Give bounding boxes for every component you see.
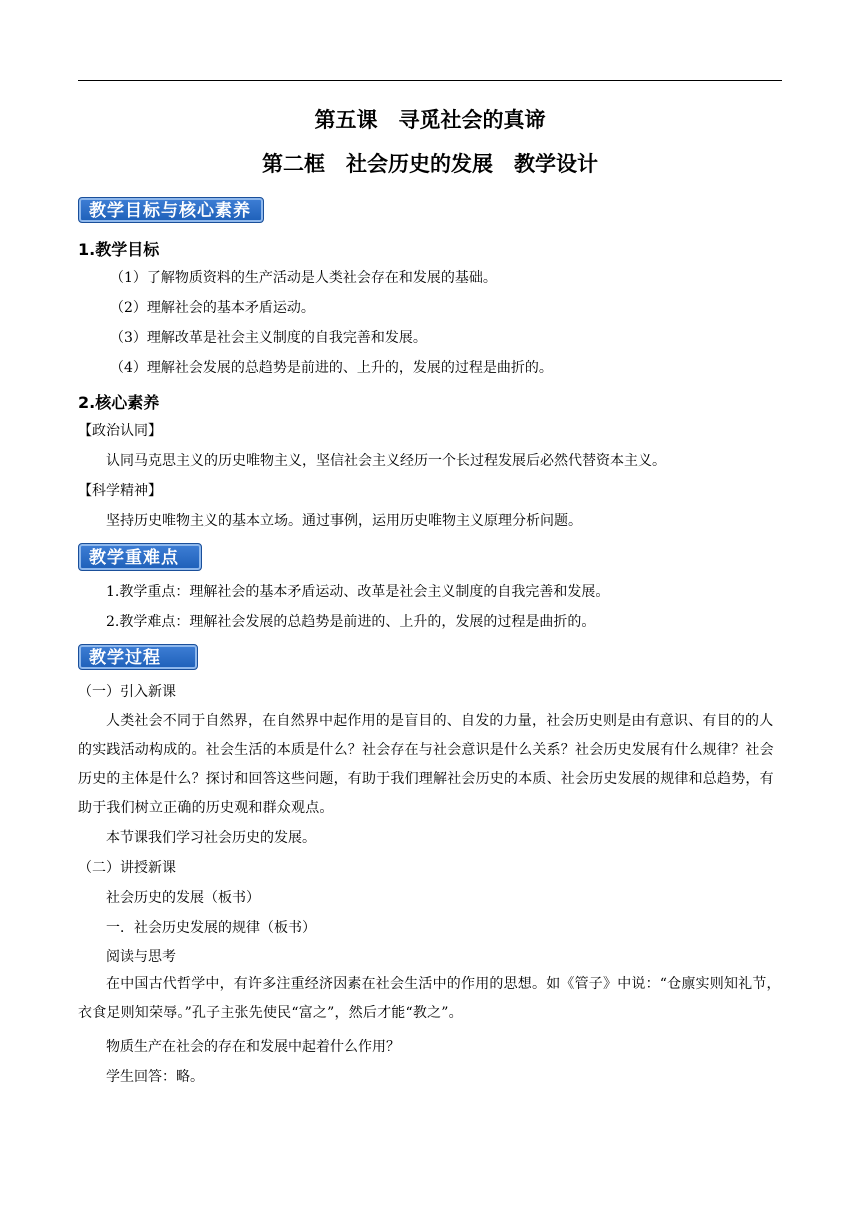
student-answer: 学生回答：略。 [106,1069,204,1085]
lesson-subtitle: 第二框 社会历史的发展 教学设计 [262,152,598,176]
process-badge: 教学过程 [78,644,198,670]
teaching-difficulty: 2.教学难点：理解社会发展的总趋势是前进的、上升的，发展的过程是曲折的。 [106,614,596,630]
board-title: 社会历史的发展（板书） [106,890,260,906]
objective-item-2: （2）理解社会的基本矛盾运动。 [110,300,315,316]
quote-paragraph: 在中国古代哲学中，有许多注重经济因素在社会生活中的作用的思想。如《管子》中说：“仓廪实则知礼节，衣食足则知荣辱。”孔子主张先使民“富之”，然后才能“教之”。 [78,976,781,1021]
intro-heading: （一）引入新课 [78,684,176,700]
political-text: 认同马克思主义的历史唯物主义，坚信社会主义经历一个长过程发展后必然代替资本主义。 [106,453,666,469]
board-subtitle: 一．社会历史发展的规律（板书） [106,920,316,936]
objective-item-1: （1）了解物质资料的生产活动是人类社会存在和发展的基础。 [110,270,497,286]
question-text: 物质生产在社会的存在和发展中起着什么作用？ [106,1039,400,1055]
teaching-focus: 1.教学重点：理解社会的基本矛盾运动、改革是社会主义制度的自我完善和发展。 [106,584,610,600]
science-label: 【科学精神】 [78,483,162,499]
objectives-badge: 教学目标与核心素养 [78,197,264,223]
header-rule [78,80,782,81]
political-label: 【政治认同】 [78,423,162,439]
objective-item-4: （4）理解社会发展的总趋势是前进的、上升的，发展的过程是曲折的。 [110,360,553,376]
read-and-think: 阅读与思考 [106,949,176,965]
objectives-heading: 1.教学目标 [78,240,160,259]
lesson-title: 第五课 寻觅社会的真谛 [314,108,546,132]
key-points-badge: 教学重难点 [78,543,202,571]
intro-paragraph: 人类社会不同于自然界，在自然界中起作用的是盲目的、自发的力量，社会历史则是由有意识、有目的的人的实践活动构成的。社会生活的本质是什么？社会存在与社会意识是什么关系？社会历史发展有什么规律？社会历史的主体是什么？探讨和回答这些问题，有助于我们理解社会历史的本质、社会历史发展的规律和总趋势，有助于我们树立正确的历史观和群众观点。 [78,713,774,816]
teach-heading: （二）讲授新课 [78,860,176,876]
objective-item-3: （3）理解改革是社会主义制度的自我完善和发展。 [110,330,427,346]
competencies-heading: 2.核心素养 [78,393,160,412]
science-text: 坚持历史唯物主义的基本立场。通过事例，运用历史唯物主义原理分析问题。 [106,513,582,529]
intro-closing: 本节课我们学习社会历史的发展。 [106,830,316,846]
